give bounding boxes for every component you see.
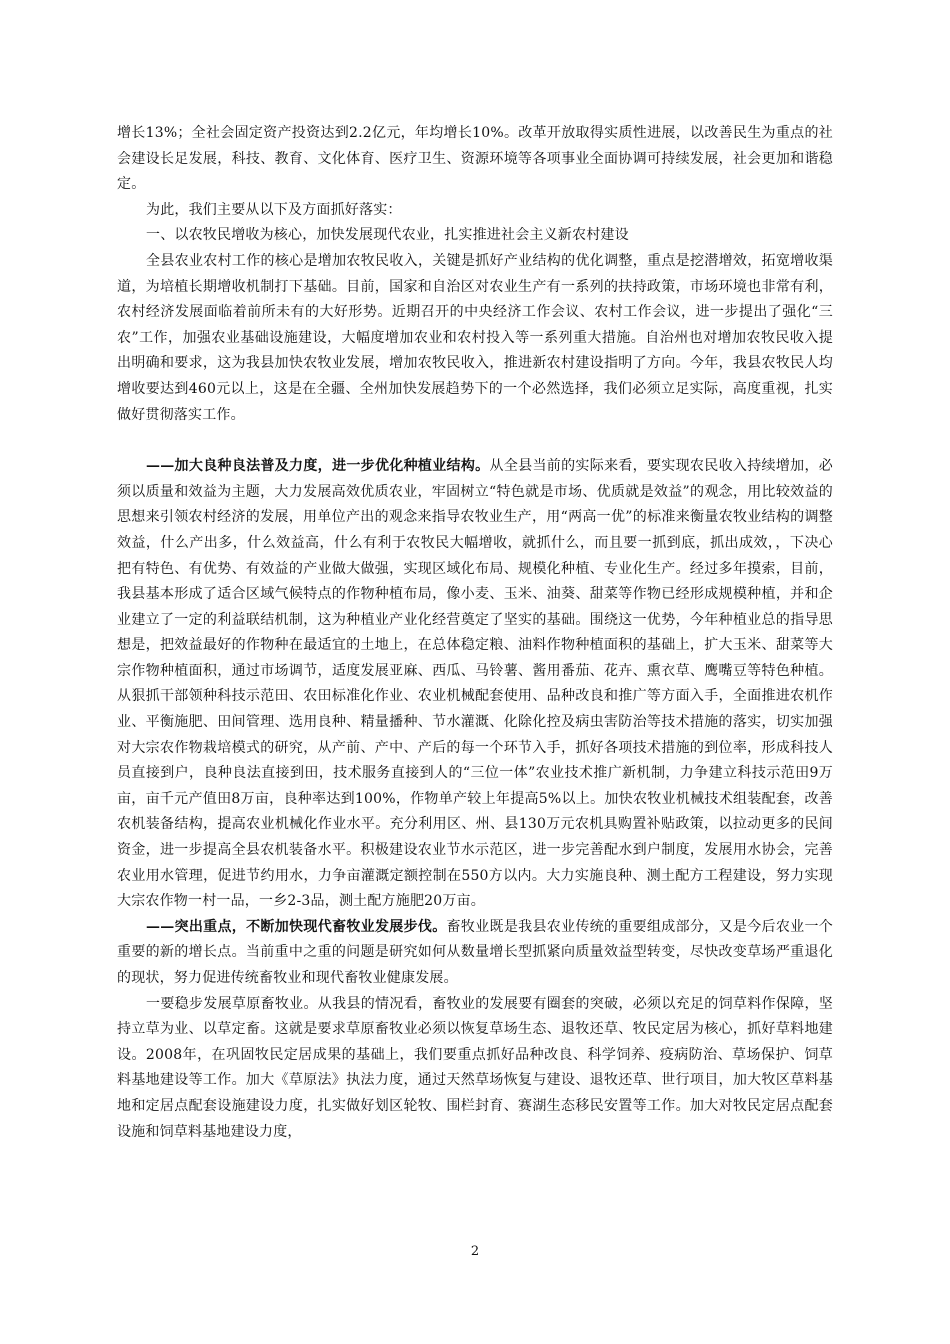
- paragraph-lead-heading: ——加大良种良法普及力度，进一步优化种植业结构。: [146, 458, 490, 475]
- paragraph-grassland: 一要稳步发展草原畜牧业。从我县的情况看，畜牧业的发展要有圈套的突破，必须以充足的饲草料作保障，坚持立草为业、以草定畜。这就是要求草原畜牧业必须以恢复草场生态、退牧还草、牧民定居为核心，抓好草料地建设。2008年，在巩固牧民定居成果的基础上，我们要重点抓好品种改良、科学饲养、疫病防治、草场保护、饲草料基地建设等工作。加大《草原法》执法力度，通过天然草场恢复与建设、退牧还草、世行项目，加大牧区草料基地和定居点配套设施建设力度，扎实做好划区轮牧、围栏封育、赛湖生态移民安置等工作。加大对牧民定居点配套设施和饲草料基地建设力度，: [117, 995, 833, 1140]
- document-body: [117, 121, 833, 1145]
- paragraph-agriculture-core: 全县农业农村工作的核心是增加农牧民收入，关键是抓好产业结构的优化调整，重点是挖潜增效，拓宽增收渠道，为培植长期增收机制打下基础。目前，国家和自治区对农业生产有一系列的扶持政策，市场环境也非常有利，农村经济发展面临着前所未有的大好形势。近期召开的中央经济工作会议、农村工作会议，进一步提出了强化“三农”工作，加强农业基础设施建设，大幅度增加农业和农村投入等一系列重大措施。自治州也对增加农牧民收入提出明确和要求，这为我县加快农牧业发展，增加农牧民收入，推进新农村建设指明了方向。今年，我县农牧民人均增收要达到460元以上，这是在全疆、全州加快发展趋势下的一个必然选择，我们必须立足实际，高度重视，扎实做好贯彻落实工作。: [117, 252, 833, 423]
- paragraph-crop-structure: [117, 454, 833, 915]
- paragraph-animal-husbandry: [117, 915, 833, 992]
- section-heading: 一、以农牧民增收为核心，加快发展现代农业，扎实推进社会主义新农村建设: [146, 227, 629, 244]
- paragraph-intro: 为此，我们主要从以下及方面抓好落实：: [146, 201, 402, 218]
- paragraph-text: 从全县当前的实际来看，要实现农民收入持续增加，必须以质量和效益为主题，大力发展高效优质农业，牢固树立“特色就是市场、优质就是效益”的观念，用比较效益的思想来引领农村经济的发展，用单位产出的观念来指导农牧业生产，用“两高一优”的标准来衡量农牧业结构的调整效益，什么产出多，什么效益高，什么有利于农牧民大幅增收，就抓什么，而且要一抓到底，抓出成效，，下决心把有特色、有优势、有效益的产业做大做强，实现区域化布局、规模化种植、专业化生产。经过多年摸索，目前，我县基本形成了适合区域气候特点的作物种植布局，像小麦、玉米、油葵、甜菜等作物已经形成规模种植，并和企业建立了一定的利益联结机制，这为种植业产业化经营奠定了坚实的基础。围绕这一优势，今年种植业总的指导思想是，把效益最好的作物种在最适宜的土地上，在总体稳定粮、油料作物种植面积的基础上，扩大玉米、甜菜等大宗作物种植面积，通过市场调节，适度发展亚麻、西瓜、马铃薯、酱用番茄、花卉、熏衣草、鹰嘴豆等特色种植。从狠抓干部领种科技示范田、农田标准化作业、农业机械配套使用、品种改良和推广等方面入手，全面推进农机作业、平衡施肥、田间管理、选用良种、精量播种、节水灌溉、化除化控及病虫害防治等技术措施的落实，切实加强对大宗农作物栽培模式的研究，从产前、产中、产后的每一个环节入手，抓好各项技术措施的到位率，形成科技人员直接到户，良种良法直接到田，技术服务直接到人的“三位一体”农业技术推广新机制，力争建立科技示范田9万亩，亩千元产值田8万亩，良种率达到100%，作物单产较上年提高5%以上。加快农牧业机械技术组装配套，改善农机装备结构，提高农业机械化作业水平。充分利用区、州、县130万元农机具购置补贴政策，以拉动更多的民间资金，进一步提高全县农机装备水平。积极建设农业节水示范区，进一步完善配水到户制度，发展用水协会，完善农业用水管理，促进节约用水，力争亩灌溉定额控制在550方以内。大力实施良种、测土配方工程建设，努力实现大宗农作物一村一品，一乡2-3品，测土配方施肥20万亩。: [117, 458, 833, 910]
- paragraph-lead-heading: ——突出重点，不断加快现代畜牧业发展步伐。: [146, 918, 447, 935]
- paragraph-continuation: 增长13%；全社会固定资产投资达到2.2亿元，年均增长10%。改革开放取得实质性进展，以改善民生为重点的社会建设长足发展，科技、教育、文化体育、医疗卫生、资源环境等各项事业全面协调可持续发展，社会更加和谐稳定。: [117, 125, 833, 193]
- page-number: 2: [470, 1244, 480, 1259]
- paragraph-text: 畜牧业既是我县农业传统的重要组成部分，又是今后农业一个重要的新的增长点。当前重中之重的问题是研究如何从数量增长型抓紧向质量效益型转变，尽快改变草场严重退化的现状，努力促进传统畜牧业和现代畜牧业健康发展。: [117, 918, 833, 986]
